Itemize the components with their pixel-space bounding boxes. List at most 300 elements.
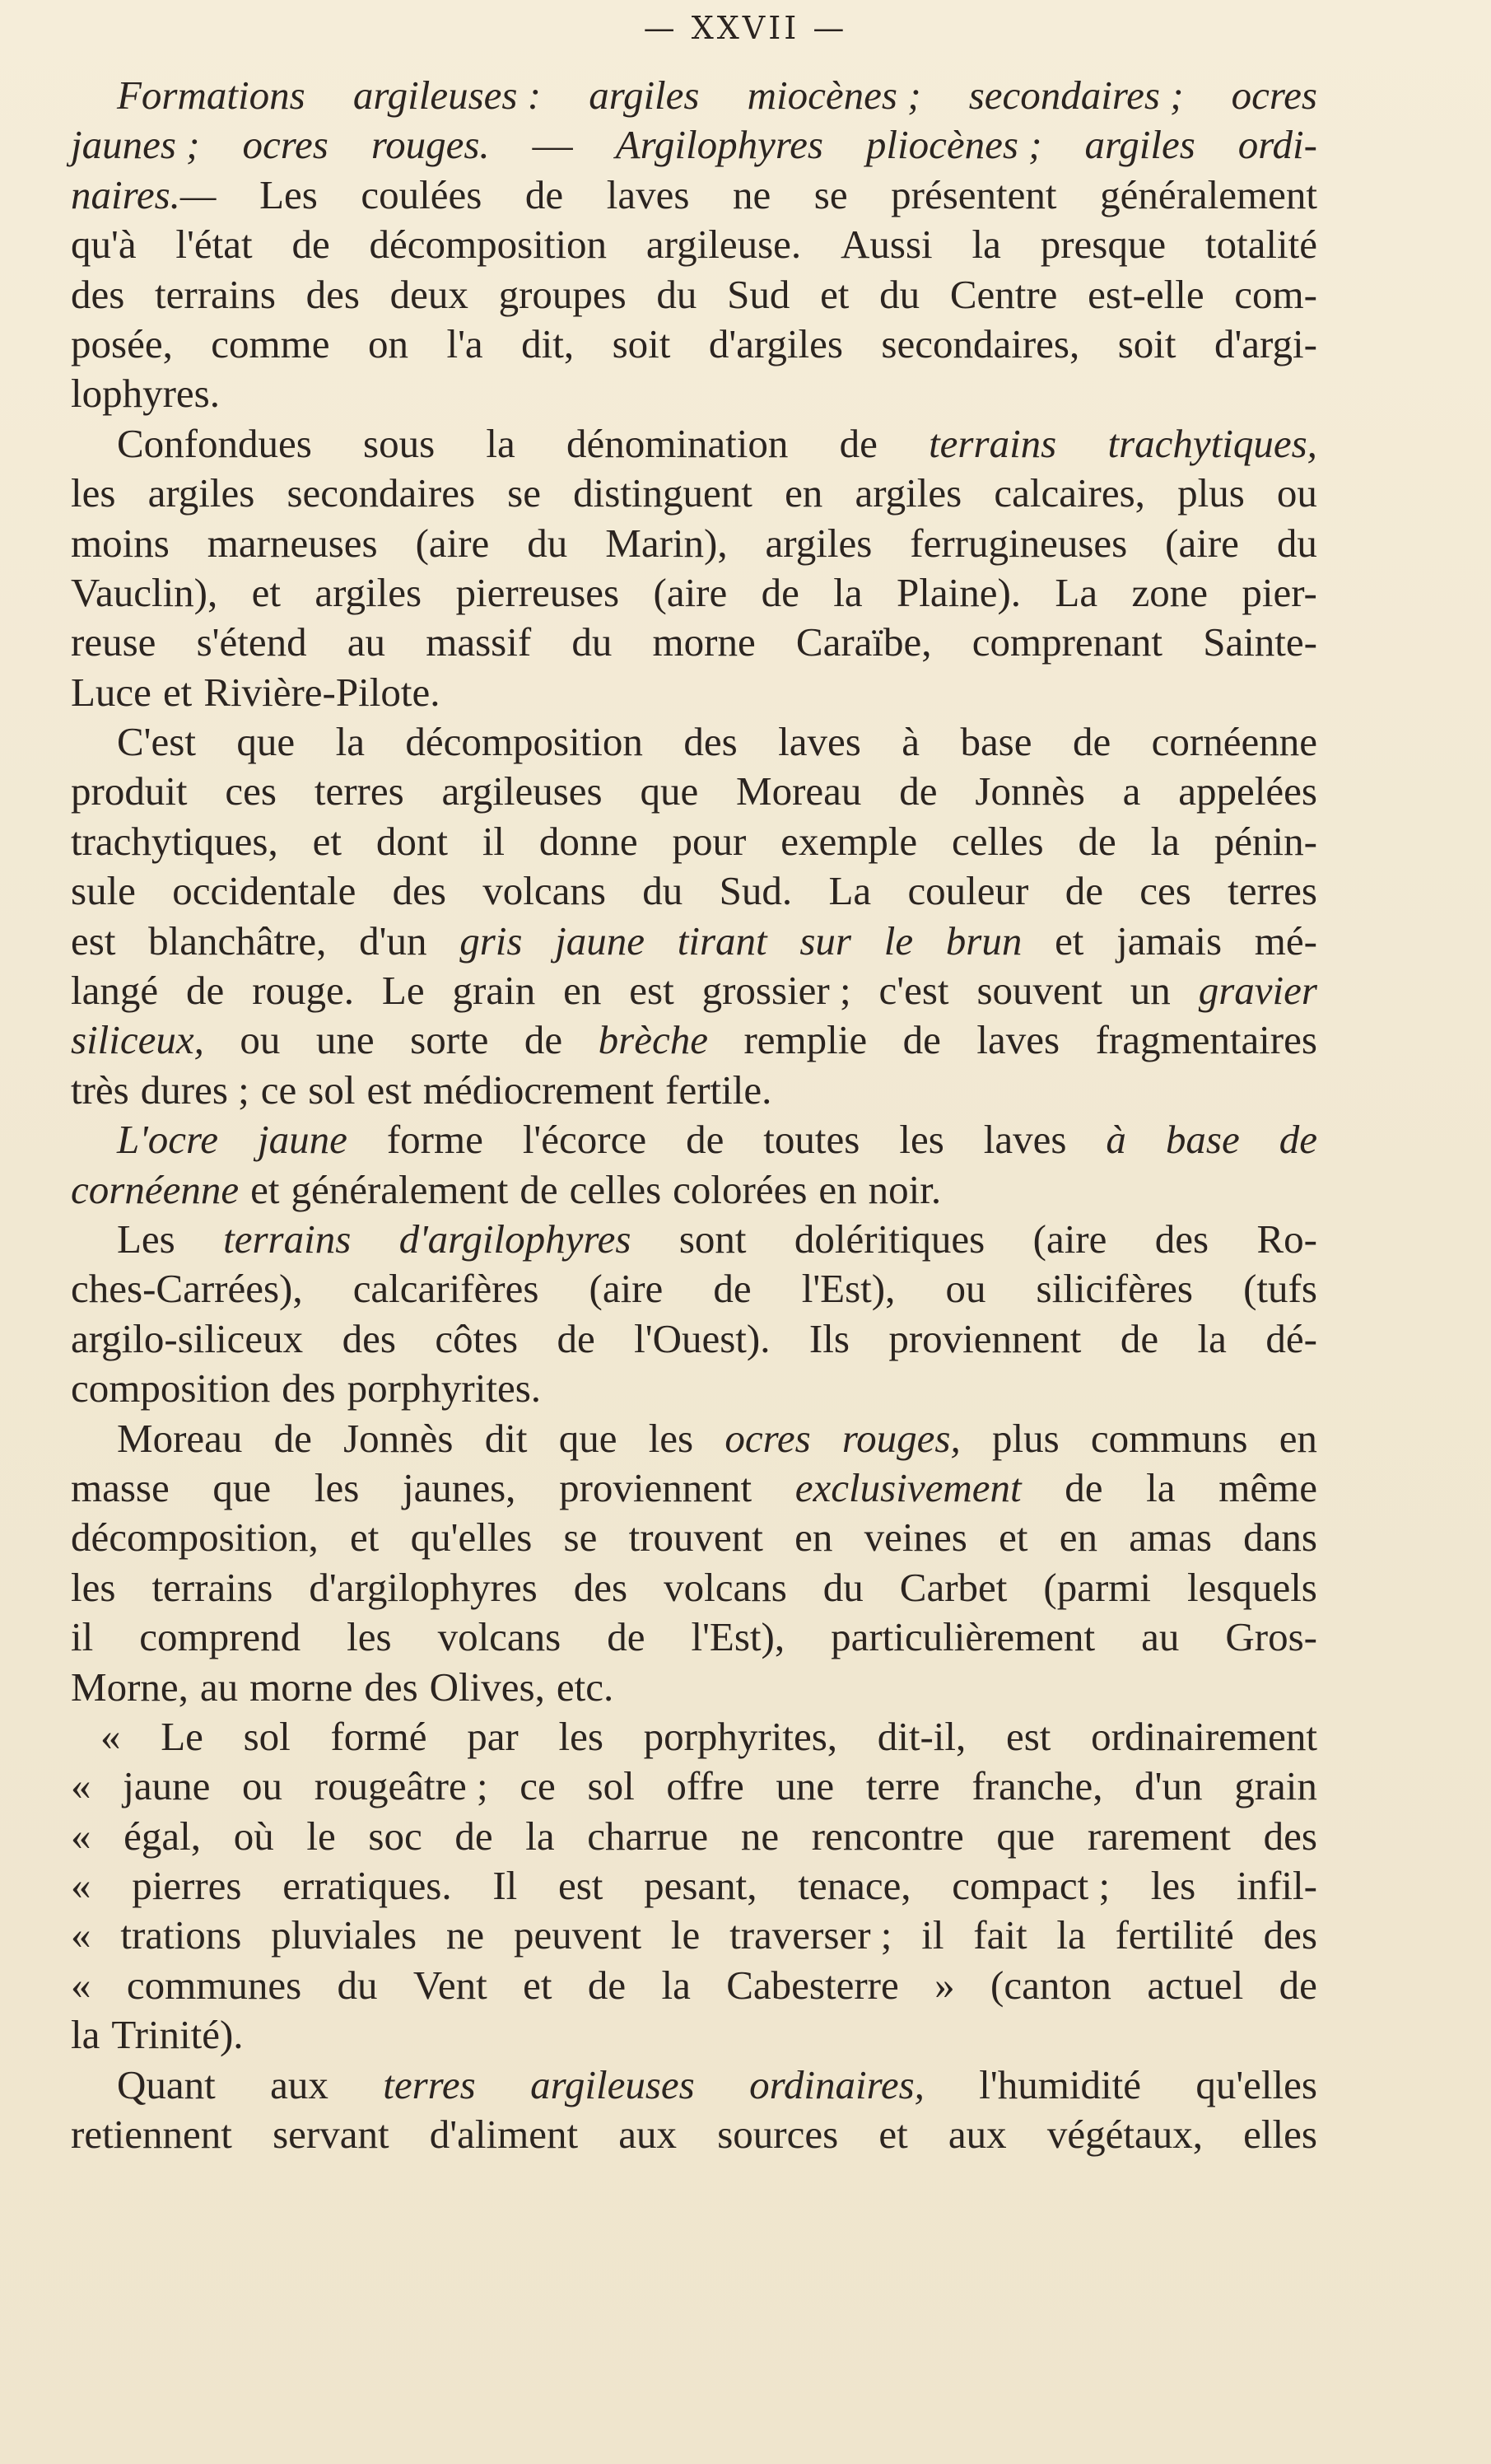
word: infil- xyxy=(1236,1863,1317,1909)
word: rencontre xyxy=(811,1813,964,1859)
word: sol xyxy=(308,1066,356,1113)
word: que xyxy=(212,1464,272,1510)
word: de xyxy=(1120,1315,1159,1361)
text-line xyxy=(71,618,1317,667)
text-line xyxy=(71,1812,1317,1861)
word: terre xyxy=(865,1763,940,1809)
word: silicifères xyxy=(1036,1266,1194,1312)
word: secondaires ; xyxy=(968,72,1184,118)
text-line xyxy=(71,568,1317,618)
word: (aire xyxy=(415,520,490,566)
word: et xyxy=(251,569,281,615)
word: du xyxy=(1276,520,1317,566)
word: « xyxy=(71,1863,91,1909)
text-line xyxy=(71,1165,1317,1215)
word: ces xyxy=(1139,868,1191,914)
word: des xyxy=(1263,1813,1317,1859)
word: remplie xyxy=(743,1017,868,1063)
word: même xyxy=(1218,1464,1317,1510)
word: des xyxy=(305,271,360,317)
word: jamais xyxy=(1116,917,1223,964)
word: ou xyxy=(1276,470,1317,516)
word: de xyxy=(520,1166,558,1212)
word: il xyxy=(482,818,506,864)
text-line xyxy=(71,2060,1317,2110)
word: laves xyxy=(983,1117,1067,1163)
word: des xyxy=(71,271,125,317)
word: (aire xyxy=(1165,520,1239,566)
word: la xyxy=(833,569,863,615)
word: « xyxy=(71,1763,91,1809)
word: la xyxy=(486,420,515,466)
word: Sainte- xyxy=(1203,619,1317,665)
word: plus xyxy=(991,1415,1060,1461)
word: d'argi- xyxy=(1214,320,1317,366)
word: Jonnès xyxy=(343,1415,454,1461)
word: des xyxy=(282,1365,336,1412)
word: sont xyxy=(678,1216,747,1262)
word: la xyxy=(1056,1912,1086,1958)
word: terres xyxy=(1228,868,1317,914)
word: fertile. xyxy=(665,1066,772,1113)
word: — xyxy=(532,122,573,168)
word: brèche xyxy=(598,1017,708,1063)
word: base xyxy=(1165,1117,1240,1163)
word: l'humidité xyxy=(979,2061,1141,2107)
word: sorte xyxy=(410,1017,489,1063)
word: Trinité). xyxy=(111,2012,244,2058)
word: presque xyxy=(1040,222,1167,268)
word: calcaires, xyxy=(994,470,1145,516)
text-line xyxy=(71,817,1317,866)
word: rouges, xyxy=(841,1415,961,1461)
word: grain xyxy=(452,968,536,1014)
word: un xyxy=(1130,968,1171,1014)
word: les xyxy=(648,1415,694,1461)
word: charrue xyxy=(587,1813,709,1859)
word: en xyxy=(563,968,602,1014)
text-line xyxy=(71,1663,1317,1712)
word: reuse xyxy=(71,619,156,665)
word: a xyxy=(1122,768,1141,814)
text-line xyxy=(71,1911,1317,1960)
word: porphyrites. xyxy=(347,1365,542,1412)
word: du xyxy=(571,619,613,665)
word: ocres xyxy=(242,122,328,168)
word: gris xyxy=(459,917,523,964)
text-line xyxy=(71,1364,1317,1413)
word: se xyxy=(563,1514,598,1561)
word: de xyxy=(686,1117,725,1163)
text-line xyxy=(71,1712,1317,1762)
text-line xyxy=(71,1015,1317,1065)
text-line xyxy=(71,1066,1317,1115)
word: ches-Carrées), xyxy=(71,1266,303,1312)
word: Carbet xyxy=(899,1564,1008,1610)
word: coulées xyxy=(361,171,482,217)
word: la xyxy=(335,719,365,765)
word: dénomination xyxy=(566,420,789,466)
word: pierreuses xyxy=(455,569,620,615)
word: laves xyxy=(976,1017,1060,1063)
word: ce xyxy=(260,1066,297,1113)
word: est xyxy=(366,1066,412,1113)
word: donne xyxy=(538,818,638,864)
word: s'étend xyxy=(196,619,307,665)
word: particulièrement xyxy=(831,1614,1096,1660)
word: décomposition xyxy=(405,719,643,765)
word: une xyxy=(315,1017,375,1063)
word: brun xyxy=(945,917,1023,964)
word: morne xyxy=(249,1664,353,1710)
word: de xyxy=(713,1266,752,1312)
word: Ro- xyxy=(1256,1216,1317,1262)
word: les xyxy=(71,470,116,516)
word: de xyxy=(1065,868,1103,914)
word: de xyxy=(1065,1464,1103,1510)
text-line xyxy=(71,120,1317,170)
word: Olives, xyxy=(429,1664,545,1710)
word: Vauclin), xyxy=(71,569,218,615)
word: le xyxy=(883,917,914,964)
word: trations xyxy=(120,1912,242,1958)
text-line xyxy=(71,1115,1317,1164)
word: que xyxy=(640,768,699,814)
word: couleur xyxy=(907,868,1029,914)
text-line xyxy=(71,1215,1317,1264)
word: ordinairement xyxy=(1091,1713,1317,1759)
word: grossier ; xyxy=(701,968,851,1014)
word: à xyxy=(902,719,920,765)
word: présentent xyxy=(891,171,1057,217)
word: au xyxy=(1141,1614,1180,1660)
word: C'est xyxy=(117,719,196,765)
text-line xyxy=(71,1463,1317,1513)
word: l'Est), xyxy=(691,1614,785,1660)
word: que xyxy=(996,1813,1055,1859)
word: c'est xyxy=(878,968,949,1014)
word: miocènes ; xyxy=(747,72,921,118)
word: argiles xyxy=(765,520,873,566)
word: rouges. xyxy=(370,122,490,168)
word: trachytiques, xyxy=(71,818,278,864)
word: exemple xyxy=(780,818,918,864)
word: qu'elles xyxy=(1195,2061,1317,2107)
word: la xyxy=(661,1962,691,2008)
word: La xyxy=(1055,569,1098,615)
word: actuel xyxy=(1147,1962,1244,2008)
word: les xyxy=(899,1117,944,1163)
text-line xyxy=(71,717,1317,767)
word: des xyxy=(342,1315,396,1361)
word: la xyxy=(1150,818,1180,864)
word: rarement xyxy=(1087,1813,1231,1859)
word: aux xyxy=(948,2112,1007,2158)
word: » xyxy=(934,1962,955,2008)
word: dures ; xyxy=(140,1066,249,1113)
word: Il xyxy=(492,1863,518,1909)
word: au xyxy=(347,619,386,665)
text-line xyxy=(71,419,1317,469)
word: fertilité xyxy=(1115,1912,1234,1958)
text-line xyxy=(71,767,1317,816)
word: compact ; xyxy=(952,1863,1111,1909)
word: Le xyxy=(161,1713,203,1759)
word: Formations xyxy=(117,72,305,118)
word: Rivière-Pilote. xyxy=(203,669,440,715)
word: celles xyxy=(569,1166,662,1212)
word: jaune xyxy=(123,1763,211,1809)
word: la xyxy=(1197,1315,1227,1361)
body-text xyxy=(71,71,1317,2159)
word: en xyxy=(794,1514,833,1561)
text-line xyxy=(71,1414,1317,1463)
word: qu'elles xyxy=(410,1514,533,1561)
word: Moreau xyxy=(117,1415,243,1461)
word: colorées xyxy=(673,1166,808,1212)
word: fait xyxy=(973,1912,1027,1958)
word: marneuses xyxy=(207,520,378,566)
text-line xyxy=(71,270,1317,320)
word: L'ocre xyxy=(117,1117,218,1163)
word: (aire xyxy=(1032,1216,1107,1262)
word: généralement xyxy=(291,1166,509,1212)
word: ocres xyxy=(725,1415,811,1461)
word: et xyxy=(999,1514,1028,1561)
text-line xyxy=(71,1961,1317,2010)
word: et xyxy=(820,271,850,317)
word: qu'à xyxy=(71,222,137,268)
word: argileuses xyxy=(530,2061,695,2107)
word: de xyxy=(1279,1117,1317,1163)
word: Centre xyxy=(949,271,1058,317)
word: et xyxy=(250,1166,280,1212)
word: jaune xyxy=(555,917,645,964)
word: du xyxy=(656,271,697,317)
word: de xyxy=(1078,818,1116,864)
word: argiles xyxy=(589,72,700,118)
word: argileuse. xyxy=(645,222,802,268)
word: de xyxy=(587,1962,627,2008)
word: ordi- xyxy=(1237,122,1317,168)
word: rougeâtre ; xyxy=(314,1763,488,1809)
word: trouvent xyxy=(628,1514,763,1561)
word: ou xyxy=(240,1017,281,1063)
word: argiles xyxy=(855,470,962,516)
word: de xyxy=(273,1415,312,1461)
word: de xyxy=(1072,719,1111,765)
word: des xyxy=(392,868,446,914)
text-line xyxy=(71,220,1317,269)
word: du xyxy=(642,868,683,914)
text-line xyxy=(71,1762,1317,1811)
word: retiennent xyxy=(71,2112,232,2158)
text-line xyxy=(71,866,1317,916)
word: blanchâtre, xyxy=(148,917,327,964)
word: masse xyxy=(71,1464,170,1510)
word: « xyxy=(71,1912,91,1958)
word: argiles xyxy=(147,470,255,516)
word: argiles xyxy=(1084,122,1195,168)
word: Le xyxy=(381,968,425,1014)
word: très xyxy=(71,1066,129,1113)
word: noir. xyxy=(868,1166,942,1212)
word: pour xyxy=(672,818,747,864)
word: du xyxy=(527,520,568,566)
word: Vent xyxy=(412,1962,487,2008)
text-line xyxy=(71,369,1317,418)
text-line xyxy=(71,170,1317,220)
word: Moreau xyxy=(736,768,862,814)
word: cornéenne xyxy=(1151,719,1317,765)
word: formé xyxy=(330,1713,427,1759)
word: terres xyxy=(314,768,404,814)
word: décomposition, xyxy=(71,1514,319,1561)
word: est xyxy=(629,968,674,1014)
word: comme xyxy=(211,320,330,366)
word: Luce xyxy=(71,669,151,715)
word: de xyxy=(607,1614,645,1660)
word: soc xyxy=(368,1813,422,1859)
word: les xyxy=(558,1713,603,1759)
text-line xyxy=(71,1612,1317,1662)
word: est-elle xyxy=(1088,271,1204,317)
word: médiocrement xyxy=(422,1066,655,1113)
word: où xyxy=(233,1813,274,1859)
word: volcans xyxy=(664,1564,787,1610)
word: (aire xyxy=(653,569,728,615)
word: gravier xyxy=(1198,968,1317,1014)
word: terrains xyxy=(155,271,276,317)
word: Marin), xyxy=(605,520,728,566)
word: jaunes, xyxy=(402,1464,516,1510)
word: d'argilophyres xyxy=(398,1216,631,1262)
word: aux xyxy=(270,2061,328,2107)
word: de xyxy=(186,968,225,1014)
text-line xyxy=(71,519,1317,568)
word: Sud. xyxy=(719,868,793,914)
word: tenace, xyxy=(798,1863,911,1909)
word: ocres xyxy=(1231,72,1317,118)
word: laves xyxy=(778,719,861,765)
word: plus xyxy=(1177,470,1245,516)
text-line xyxy=(71,2110,1317,2159)
word: Quant xyxy=(117,2061,216,2107)
word: que xyxy=(236,719,296,765)
word: côtes xyxy=(435,1315,519,1361)
word: des xyxy=(573,1564,628,1610)
word: pesant, xyxy=(644,1863,757,1909)
word: ne xyxy=(732,171,771,217)
word: pénin- xyxy=(1214,818,1317,864)
word: porphyrites, xyxy=(643,1713,838,1759)
word: et xyxy=(1055,917,1084,964)
word: pierres xyxy=(132,1863,242,1909)
word: au xyxy=(199,1664,239,1710)
text-line xyxy=(71,320,1317,369)
word: volcans xyxy=(482,868,606,914)
word: trachytiques, xyxy=(1107,420,1317,466)
word: la xyxy=(525,1813,555,1859)
word: volcans xyxy=(437,1614,561,1660)
word: amas xyxy=(1129,1514,1212,1561)
word: en xyxy=(818,1166,857,1212)
word: la xyxy=(71,2012,100,2058)
word: des xyxy=(1154,1216,1209,1262)
word: (parmi xyxy=(1043,1564,1152,1610)
word: généralement xyxy=(1100,171,1317,217)
word: sule xyxy=(71,868,136,914)
word: de xyxy=(454,1813,493,1859)
word: Morne, xyxy=(71,1664,189,1710)
word: dont xyxy=(375,818,448,864)
word: les xyxy=(347,1614,392,1660)
word: l'état xyxy=(175,222,253,268)
text-line xyxy=(71,1264,1317,1314)
word: d'un xyxy=(359,917,427,964)
word: Confondues xyxy=(117,420,312,466)
word: terrains xyxy=(929,420,1057,466)
word: dit, xyxy=(521,320,575,366)
word: du xyxy=(822,1564,864,1610)
word: de xyxy=(1279,1962,1317,2008)
text-line xyxy=(71,1861,1317,1911)
word: totalité xyxy=(1204,222,1317,268)
word: ce xyxy=(520,1763,556,1809)
word: laves xyxy=(606,171,690,217)
word: doléritiques xyxy=(794,1216,985,1262)
word: sol xyxy=(587,1763,635,1809)
word: pliocènes ; xyxy=(865,122,1042,168)
word: d'argiles xyxy=(708,320,843,366)
word: lesquels xyxy=(1187,1564,1317,1610)
word: peuvent xyxy=(513,1912,642,1958)
word: soit xyxy=(612,320,671,366)
word: par xyxy=(467,1713,519,1759)
word: calcarifères xyxy=(352,1266,539,1312)
word: forme xyxy=(386,1117,483,1163)
word: et xyxy=(523,1962,552,2008)
word: Cabesterre xyxy=(726,1962,899,2008)
word: d'argilophyres xyxy=(309,1564,538,1610)
word: ne xyxy=(740,1813,780,1859)
word: ou xyxy=(242,1763,283,1809)
word: celles xyxy=(952,818,1044,864)
text-line xyxy=(71,71,1317,120)
word: naires.— xyxy=(71,171,217,217)
word: de xyxy=(761,569,799,615)
word: Plaine). xyxy=(897,569,1022,615)
word: du xyxy=(879,271,920,317)
word: (aire xyxy=(589,1266,664,1312)
word: ces xyxy=(225,768,277,814)
word: ne xyxy=(445,1912,485,1958)
word: est xyxy=(557,1863,603,1909)
text-line xyxy=(71,469,1317,518)
word: jaunes ; xyxy=(71,122,200,168)
word: ou xyxy=(945,1266,986,1312)
word: groupes xyxy=(498,271,627,317)
word: de xyxy=(899,768,938,814)
text-line xyxy=(71,668,1317,717)
word: Caraïbe, xyxy=(795,619,932,665)
word: offre xyxy=(666,1763,744,1809)
word: deux xyxy=(389,271,468,317)
word: argiles xyxy=(315,569,422,615)
word: sous xyxy=(363,420,436,466)
word: veines xyxy=(864,1514,967,1561)
word: Gros- xyxy=(1225,1614,1317,1660)
